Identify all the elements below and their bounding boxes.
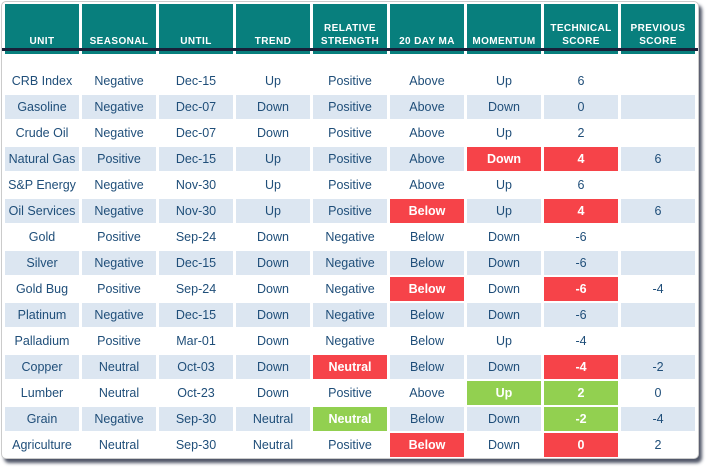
cell-lumber-seasonal: Neutral — [82, 381, 156, 405]
cell-copper-technical-score: -4 — [544, 355, 618, 379]
cell-crb-index-momentum: Up — [467, 69, 541, 93]
cell-crb-index-trend: Up — [236, 69, 310, 93]
cell-gasoline-trend: Down — [236, 95, 310, 119]
cell-oil-services-relative-strength: Positive — [313, 199, 387, 223]
cell-crb-index-unit: CRB Index — [5, 69, 79, 93]
cell-lumber-trend: Down — [236, 381, 310, 405]
cell-palladium-unit: Palladium — [5, 329, 79, 353]
cell-natural-gas-20-day-ma: Above — [390, 147, 464, 171]
cell-s-p-energy-unit: S&P Energy — [5, 173, 79, 197]
table-row-gold — [5, 225, 695, 249]
table-row-palladium — [5, 329, 695, 353]
cell-agriculture-unit: Agriculture — [5, 433, 79, 457]
cell-platinum-momentum: Down — [467, 303, 541, 327]
cell-grain-momentum: Down — [467, 407, 541, 431]
cell-oil-services-technical-score: 4 — [544, 199, 618, 223]
cell-platinum-previous-score — [621, 303, 695, 327]
cell-s-p-energy-trend: Up — [236, 173, 310, 197]
cell-palladium-trend: Down — [236, 329, 310, 353]
cell-gold-bug-relative-strength: Negative — [313, 277, 387, 301]
header-row — [5, 4, 695, 54]
cell-natural-gas-previous-score: 6 — [621, 147, 695, 171]
cell-gold-technical-score: -6 — [544, 225, 618, 249]
cell-copper-until: Oct-03 — [159, 355, 233, 379]
table-row-gold-bug — [5, 277, 695, 301]
table-body — [5, 56, 695, 457]
table-row-gasoline — [5, 95, 695, 119]
spacer-cell — [313, 56, 387, 67]
spacer-cell — [467, 56, 541, 67]
cell-oil-services-unit: Oil Services — [5, 199, 79, 223]
cell-gold-relative-strength: Negative — [313, 225, 387, 249]
spacer-cell — [390, 56, 464, 67]
cell-natural-gas-unit: Natural Gas — [5, 147, 79, 171]
spacer-cell — [236, 56, 310, 67]
cell-gold-unit: Gold — [5, 225, 79, 249]
cell-crude-oil-momentum: Up — [467, 121, 541, 145]
spacer-cell — [5, 56, 79, 67]
spacer-cell — [82, 56, 156, 67]
col-header-20-day-ma: 20 DAY MA — [390, 4, 464, 54]
cell-crude-oil-until: Dec-07 — [159, 121, 233, 145]
table-row-crude-oil — [5, 121, 695, 145]
table-row-agriculture — [5, 433, 695, 457]
cell-copper-relative-strength: Neutral — [313, 355, 387, 379]
col-header-trend: TREND — [236, 4, 310, 54]
cell-platinum-20-day-ma: Below — [390, 303, 464, 327]
cell-copper-momentum: Down — [467, 355, 541, 379]
cell-agriculture-trend: Neutral — [236, 433, 310, 457]
cell-agriculture-20-day-ma: Below — [390, 433, 464, 457]
cell-gold-trend: Down — [236, 225, 310, 249]
cell-crude-oil-20-day-ma: Above — [390, 121, 464, 145]
cell-crb-index-20-day-ma: Above — [390, 69, 464, 93]
cell-oil-services-trend: Up — [236, 199, 310, 223]
cell-crude-oil-seasonal: Negative — [82, 121, 156, 145]
cell-gasoline-seasonal: Negative — [82, 95, 156, 119]
cell-silver-unit: Silver — [5, 251, 79, 275]
cell-gold-momentum: Down — [467, 225, 541, 249]
cell-crude-oil-unit: Crude Oil — [5, 121, 79, 145]
table-row-crb-index — [5, 69, 695, 93]
cell-grain-technical-score: -2 — [544, 407, 618, 431]
table-row-grain — [5, 407, 695, 431]
cell-crude-oil-technical-score: 2 — [544, 121, 618, 145]
cell-crb-index-until: Dec-15 — [159, 69, 233, 93]
cell-palladium-previous-score — [621, 329, 695, 353]
cell-silver-seasonal: Negative — [82, 251, 156, 275]
table-row-copper — [5, 355, 695, 379]
cell-palladium-momentum: Up — [467, 329, 541, 353]
cell-oil-services-until: Nov-30 — [159, 199, 233, 223]
cell-oil-services-momentum: Up — [467, 199, 541, 223]
cell-gold-until: Sep-24 — [159, 225, 233, 249]
spacer-cell — [621, 56, 695, 67]
cell-platinum-relative-strength: Negative — [313, 303, 387, 327]
cell-copper-20-day-ma: Below — [390, 355, 464, 379]
cell-gold-bug-momentum: Down — [467, 277, 541, 301]
cell-gasoline-technical-score: 0 — [544, 95, 618, 119]
cell-oil-services-seasonal: Negative — [82, 199, 156, 223]
cell-natural-gas-relative-strength: Positive — [313, 147, 387, 171]
cell-palladium-technical-score: -4 — [544, 329, 618, 353]
cell-s-p-energy-previous-score — [621, 173, 695, 197]
cell-s-p-energy-technical-score: 6 — [544, 173, 618, 197]
cell-s-p-energy-seasonal: Negative — [82, 173, 156, 197]
cell-crude-oil-relative-strength: Positive — [313, 121, 387, 145]
cell-lumber-momentum: Up — [467, 381, 541, 405]
cell-s-p-energy-until: Nov-30 — [159, 173, 233, 197]
cell-gold-bug-until: Sep-24 — [159, 277, 233, 301]
cell-gold-bug-trend: Down — [236, 277, 310, 301]
cell-lumber-until: Oct-23 — [159, 381, 233, 405]
cell-copper-previous-score: -2 — [621, 355, 695, 379]
header-underline — [2, 48, 698, 51]
cell-crb-index-relative-strength: Positive — [313, 69, 387, 93]
cell-gasoline-relative-strength: Positive — [313, 95, 387, 119]
table-row-lumber — [5, 381, 695, 405]
cell-lumber-previous-score: 0 — [621, 381, 695, 405]
cell-natural-gas-until: Dec-15 — [159, 147, 233, 171]
cell-oil-services-previous-score: 6 — [621, 199, 695, 223]
cell-palladium-until: Mar-01 — [159, 329, 233, 353]
table-frame — [1, 1, 699, 459]
cell-lumber-unit: Lumber — [5, 381, 79, 405]
cell-copper-unit: Copper — [5, 355, 79, 379]
cell-gold-bug-20-day-ma: Below — [390, 277, 464, 301]
cell-grain-seasonal: Negative — [82, 407, 156, 431]
spacer-row — [5, 56, 695, 67]
cell-natural-gas-technical-score: 4 — [544, 147, 618, 171]
col-header-until: UNTIL — [159, 4, 233, 54]
cell-crb-index-technical-score: 6 — [544, 69, 618, 93]
cell-agriculture-until: Sep-30 — [159, 433, 233, 457]
cell-gasoline-momentum: Down — [467, 95, 541, 119]
col-header-seasonal: SEASONAL — [82, 4, 156, 54]
cell-palladium-relative-strength: Negative — [313, 329, 387, 353]
cell-grain-relative-strength: Neutral — [313, 407, 387, 431]
cell-copper-seasonal: Neutral — [82, 355, 156, 379]
cell-gold-bug-technical-score: -6 — [544, 277, 618, 301]
technical-score-table — [2, 2, 698, 459]
cell-gold-bug-seasonal: Positive — [82, 277, 156, 301]
cell-lumber-relative-strength: Positive — [313, 381, 387, 405]
col-header-previous-score: PREVIOUS SCORE — [621, 4, 695, 54]
col-header-momentum: MOMENTUM — [467, 4, 541, 54]
table-header — [5, 4, 695, 54]
cell-grain-trend: Neutral — [236, 407, 310, 431]
cell-agriculture-momentum: Down — [467, 433, 541, 457]
cell-s-p-energy-momentum: Up — [467, 173, 541, 197]
cell-palladium-seasonal: Positive — [82, 329, 156, 353]
table-row-silver — [5, 251, 695, 275]
cell-gold-bug-previous-score: -4 — [621, 277, 695, 301]
cell-agriculture-seasonal: Neutral — [82, 433, 156, 457]
cell-lumber-20-day-ma: Above — [390, 381, 464, 405]
cell-agriculture-technical-score: 0 — [544, 433, 618, 457]
cell-crude-oil-previous-score — [621, 121, 695, 145]
cell-lumber-technical-score: 2 — [544, 381, 618, 405]
cell-agriculture-previous-score: 2 — [621, 433, 695, 457]
cell-silver-20-day-ma: Below — [390, 251, 464, 275]
cell-agriculture-relative-strength: Positive — [313, 433, 387, 457]
table-row-platinum — [5, 303, 695, 327]
cell-silver-technical-score: -6 — [544, 251, 618, 275]
col-header-unit: UNIT — [5, 4, 79, 54]
cell-silver-trend: Down — [236, 251, 310, 275]
cell-grain-previous-score: -4 — [621, 407, 695, 431]
cell-gasoline-unit: Gasoline — [5, 95, 79, 119]
table-row-oil-services — [5, 199, 695, 223]
cell-gold-seasonal: Positive — [82, 225, 156, 249]
cell-grain-until: Sep-30 — [159, 407, 233, 431]
cell-crude-oil-trend: Down — [236, 121, 310, 145]
cell-grain-20-day-ma: Below — [390, 407, 464, 431]
table-row-natural-gas — [5, 147, 695, 171]
cell-gasoline-20-day-ma: Above — [390, 95, 464, 119]
col-header-relative-strength: RELATIVE STRENGTH — [313, 4, 387, 54]
cell-crb-index-previous-score — [621, 69, 695, 93]
cell-natural-gas-momentum: Down — [467, 147, 541, 171]
spacer-cell — [544, 56, 618, 67]
cell-silver-until: Dec-15 — [159, 251, 233, 275]
cell-gasoline-previous-score — [621, 95, 695, 119]
cell-gasoline-until: Dec-07 — [159, 95, 233, 119]
spacer-cell — [159, 56, 233, 67]
cell-silver-previous-score — [621, 251, 695, 275]
cell-grain-unit: Grain — [5, 407, 79, 431]
cell-gold-20-day-ma: Below — [390, 225, 464, 249]
cell-platinum-trend: Down — [236, 303, 310, 327]
cell-s-p-energy-relative-strength: Positive — [313, 173, 387, 197]
cell-platinum-until: Dec-15 — [159, 303, 233, 327]
table-row-s-p-energy — [5, 173, 695, 197]
col-header-technical-score: TECHNICAL SCORE — [544, 4, 618, 54]
cell-natural-gas-seasonal: Positive — [82, 147, 156, 171]
cell-platinum-unit: Platinum — [5, 303, 79, 327]
cell-natural-gas-trend: Up — [236, 147, 310, 171]
cell-oil-services-20-day-ma: Below — [390, 199, 464, 223]
cell-gold-bug-unit: Gold Bug — [5, 277, 79, 301]
cell-palladium-20-day-ma: Below — [390, 329, 464, 353]
cell-silver-momentum: Down — [467, 251, 541, 275]
cell-s-p-energy-20-day-ma: Above — [390, 173, 464, 197]
cell-silver-relative-strength: Negative — [313, 251, 387, 275]
cell-copper-trend: Down — [236, 355, 310, 379]
cell-platinum-technical-score: -6 — [544, 303, 618, 327]
cell-platinum-seasonal: Negative — [82, 303, 156, 327]
cell-gold-previous-score — [621, 225, 695, 249]
cell-crb-index-seasonal: Negative — [82, 69, 156, 93]
